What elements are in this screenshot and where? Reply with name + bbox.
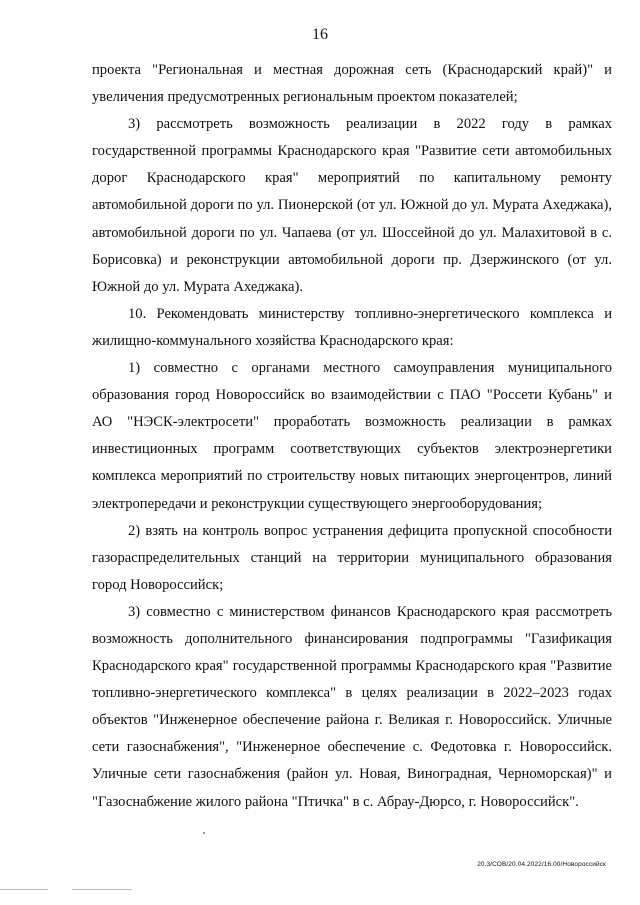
paragraph: 3) рассмотреть возможность реализации в 2022 году в рамках государственной программы Краснодарского края "Развитие сети автомобильных дорог Краснодарского края" мероприятий по капитальному ремонту автомобильной дороги по ул. Пионерской (от ул. Южной до ул. Мурата Ахеджака), автомобильной дороги по ул. Чапаева (от ул. Шоссейной до ул. Малахитовой в с. Борисовка) и реконструкции автомобильной дороги пр. Дзержинского (от ул. Южной до ул. Мурата Ахеджака). (92, 116, 612, 295)
page-number: 16 (312, 26, 328, 43)
document-footer-code: 20.3/СОВ/20.04.2022/16.00/Новороссийск (477, 861, 606, 868)
paragraph: проекта "Региональная и местная дорожная сеть (Краснодарский край)" и увеличения предусмотренных региональным проектом показателей; (92, 62, 612, 106)
paragraph: 10. Рекомендовать министерству топливно-энергетического комплекса и жилищно-коммунального хозяйства Краснодарского края: (92, 305, 612, 349)
paragraph: 1) совместно с органами местного самоуправления муниципального образования город Новороссийск во взаимодействии с ПАО "Россети Кубань" и АО "НЭСК-электросети" проработать возможность реализации в рамках инвестиционных программ соответствующих субъектов электроэнергетики комплекса мероприятий по строительству новых питающих энергоцентров, линий электропередачи и реконструкции существующего энергооборудования; (92, 360, 612, 512)
paragraph: 3) совместно с министерством финансов Краснодарского края рассмотреть возможность дополнительного финансирования подпрограммы "Газификация Краснодарского края" государственной программы Краснодарского края "Развитие топливно-энергетического комплекса" в целях реализации в 2022–2023 годах объектов "Инженерное обеспечение района г. Великая г. Новороссийск. Уличные сети газоснабжения", "Инженерное обеспечение с. Федотовка г. Новороссийск. Уличные сети газоснабжения (район ул. Новая, Виноградная, Черноморская)" и "Газоснабжение жилого района "Птичка" в с. Абрау-Дюрсо, г. Новороссийск". (92, 603, 612, 810)
document-body (92, 57, 612, 816)
scan-edge-line (72, 889, 132, 890)
scan-speck (203, 832, 205, 834)
paragraph: 2) взять на контроль вопрос устранения дефицита пропускной способности газораспределительных станций на территории муниципального образования город Новороссийск; (92, 522, 612, 593)
scan-edge-line (0, 889, 48, 890)
